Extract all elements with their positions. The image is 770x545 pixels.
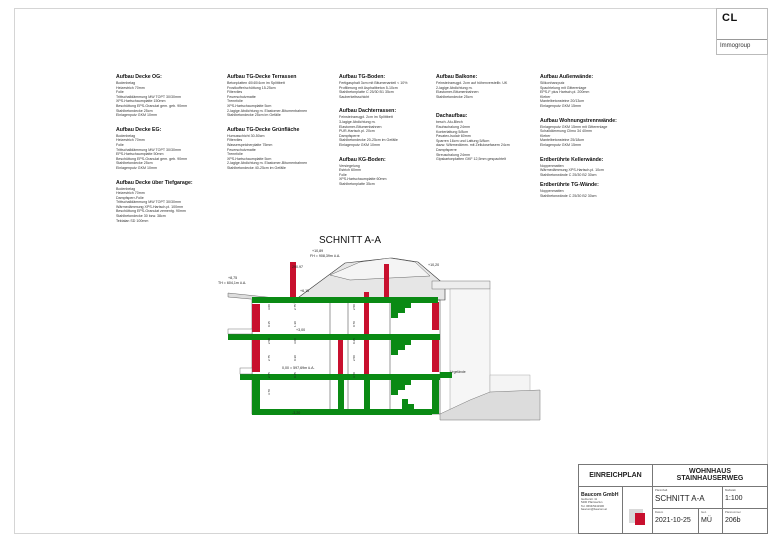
project-name-1: WOHNHAUS [689,468,731,475]
spec-line: Einlagenputz GKM 10mm [339,142,380,147]
spec-title: Erdberührte TG-Wände: [540,182,599,189]
spec-line: Stahlbetondecke 25cm [116,108,153,113]
spec-line: Feinsteinzeugpl. 2cm auf höhenverstellb. UK [436,81,508,85]
spec-line: Stahlbetondecke 40-25cm im Gefälle [227,165,286,170]
spec-line: 2-lagige Abdichtung m. Elastomer-Bitumenbahnen [227,161,308,166]
spec-line: Noppenmatten [540,189,564,194]
spec-line: Tektalan SD 100mm [116,218,149,223]
spec-line: Versiegelung [339,163,360,168]
level-eg: 0,00 = 597,69m ü.A. [282,366,315,370]
dimension-label: 2.75 [267,372,271,378]
level-og: +3,00 [296,328,306,332]
drawn-value: MÜ [701,517,712,524]
spec-line: 3-lagige Abdichtung m. [339,119,376,124]
wall-outlines [252,300,440,414]
spec-line: Trittschalldämmung MW TOPT 30/30mm [116,147,181,152]
spec-line: Frostkoffer/schüttung 15-25cm [227,85,276,90]
dimension-label: 3.70 [267,389,271,395]
spec-line: Wasserspeicherplatte 75mm [227,142,273,147]
dimension-label: 2.75 [267,355,271,361]
dimension-label: 1.30 [293,321,297,327]
level-eave-left-th: TH = 604,1m ü.A. [218,281,247,285]
eave-right [432,281,490,289]
scale-label: Maßstab [725,488,736,492]
dimension-label: 0.15 [267,321,271,327]
spec-line: Folie [339,172,347,177]
spec-line: Heizestrich 70mm [116,191,145,196]
spec-title: Aufbau KG-Boden: [339,156,386,163]
spec-line: Sparren 16cm und Lattung 5/8cm [436,138,490,143]
spec-line: 2-lagige Abdichtung m. Elastomer-Bitumenbahnen [227,108,308,113]
dimension-label: 3.00 [293,338,297,344]
spec-title: Aufbau Balkone: [436,74,478,80]
spec-line: Mantelbetonsteine 25/18cm [540,138,585,143]
stairs [391,303,420,414]
spec-title: Aufbau Außenwände: [540,74,594,80]
spec-line: XPS-Hartschaumplatte 60mm [339,177,387,182]
level-eave-top: +10,20 [428,263,440,267]
spec-title: Aufbau TG-Decke Terrassen [227,74,297,80]
logo-brand: CL [722,12,738,24]
date-value: 2021-10-25 [655,517,691,524]
plan-type: EINREICHPLAN [589,472,642,479]
level-ridge-fh: FH = 908,39m ü.A. [310,254,341,258]
spec-line: Gipskartonplatten GKF 12,5mm gespachtelt [436,157,506,162]
dimension-label: 2.75 [293,304,297,310]
scale-value: 1:100 [725,495,743,502]
spec-line: Konterlattung 5/8cm [436,129,469,134]
spec-line: Stahlbetonplatte 35cm [339,181,375,186]
level-upper: +6,15 [300,289,310,293]
spec-line: Filtervlies [227,90,243,95]
spec-line: Streuschalung 24mm [436,152,470,157]
drawing-title: SCHNITT A-A [318,235,382,246]
spec-line: Betonplatten 40/40/4cm im Splittbett [227,81,285,85]
spec-line: Bodenbelag [116,186,136,191]
spec-line: Schalldämmung Climo 34 40mm [540,129,592,134]
spec-title: Dachaufbau: [436,113,468,120]
spec-line: Stahlbetonplatte C 25/30 B1 35cm [339,90,394,95]
level-ridge-side: 290.97 [292,265,303,269]
spec-title: Aufbau TG-Decke Grünfläche [227,126,300,133]
spec-line: Stahlbetondecke 25cm im Gefälle [227,113,281,118]
spec-line: Einlagenputz GKM 15mm [540,103,581,108]
spec-line: Noppenmatten [540,163,564,168]
spec-line: Filtervlies [227,138,243,143]
spec-line: XPS-Hartschaumplatte 5cm [227,156,272,161]
dimension-label: 0.45 [293,372,297,378]
spec-line: Fertigasphalt 3cm mit Bitumenanteil < 10% [339,81,408,85]
spec-line: besch. Alu-Blech [436,120,463,125]
company-address-line: Tel. 0664/5241900 [581,503,605,508]
dimension-label: 2.50 [267,338,271,344]
spec-line: Sauberkeitsschicht [339,94,370,99]
spec-line: Beschüttung EPS-Granulat gem. geb. 90mm [116,103,188,108]
spec-line: Einlagenputz GKM 15mm mit Gitterenlage [540,124,608,129]
spec-title: Aufbau TG-Boden: [339,74,386,80]
spec-title: Aufbau Decke OG: [116,74,162,80]
plan-content-value: SCHNITT A-A [655,494,705,503]
level-eave-left: +8,75 [228,276,238,280]
spec-line: Trittschalldämmung MW TOPT 30/30mm [116,94,181,99]
ground-label: Urgelände [450,370,466,374]
company-address [581,498,620,511]
level-tg: -3,20 [292,411,301,415]
dimension-label: 3.70 [352,372,356,378]
spec-line: Estrich 60mm [339,168,361,173]
spec-line: Beschüttung EPS-Granulat zementg. 90mm [116,209,186,214]
spec-line: Folie [116,90,124,95]
company-address-line: 5400 Pfarrwerfen [581,500,603,505]
spec-line: Silikonharzputz [540,81,565,85]
spec-line: Kleber [540,133,551,138]
spec-line: XPS-Hartschaumplatte 150mm [116,99,166,104]
spec-line: Feuerschutzmatte [227,94,256,99]
company-address-line: Gerberstr. 11 [581,497,598,501]
spec-line: Dampfsperr-Folie [116,195,144,200]
spec-line: Einlagenputz GKM 10mm [116,165,157,170]
spec-line: Stahlbetonwände C 25/30 B2 30cm [540,193,597,198]
spec-line: Bodenbelag [116,81,136,85]
date-label: Datum [655,510,664,514]
spec-line: Stahlbetondecke 20-25cm im Gefälle [339,138,398,143]
drawn-label: Gez. [701,510,707,514]
title-block [578,464,768,534]
spec-line: Einlagenputz GKM 15mm [540,142,581,147]
spec-line: Stahlbetondecke 25cm [436,94,473,99]
company-name: Baucom GmbH [581,492,619,498]
spec-title: Erdberührte Kellerwände: [540,156,604,163]
dimension-label: 2.50 [352,304,356,310]
spec-line: Rauhschalung 24mm [436,124,470,129]
dimension-label: 0.25 [352,338,356,344]
spec-line: Heizestrich 70mm [116,138,145,143]
spec-line: Elastomer-Bitumenbahnen [339,124,382,129]
logo-name: Immogroup [720,43,751,49]
spec-line: Trittschalldämmung MW TOPT 30/30mm [116,200,181,205]
spec-line: Dampfsperre [436,147,457,152]
plan-number-label: Plannummer [725,510,741,514]
spec-line: Kleber [540,94,551,99]
spec-line: Folie [116,142,124,147]
spec-line: Beschüttung EPS-Granulat gem. geb. 90mm [116,156,188,161]
spec-line: Mantelbetonsteine 20/13cm [540,99,585,104]
plan-number-value: 206b [725,517,741,524]
company-address-line: baucom@baucom.at [581,506,607,511]
spec-line: Wärmedämmung XPS-Hartsch.pl. 10cm [540,168,604,173]
spec-line: Profilierung mit Asphaltbeton 5-10cm [339,85,398,90]
spec-line: EPS-F plus Hartsch.pl. 200mm [540,90,590,95]
spec-line: Humusschicht 30-50cm [227,133,265,138]
spec-title: Aufbau Decke über Tiefgarage: [116,179,193,186]
spec-line: Stahlbetondecke 30 bzw. 38cm [116,214,166,219]
spec-line: XPS-Hartschaumplatte 5cm [227,103,272,108]
spec-title: Aufbau Decke EG: [116,126,162,133]
spec-line: dazw. Wärmedämm. mit Zellulosefasern 24cm [436,143,510,148]
dimension-label: 0.30 [293,355,297,361]
company-logo-mark [623,487,653,533]
spec-line: Spachtelung mit Gitterenlage [540,85,587,90]
spec-title: Aufbau Dachterrassen: [339,108,397,115]
spec-line: Feuerschutzmatte [227,147,256,152]
spec-line: Heizestrich 70mm [116,85,145,90]
spec-line: 2-lagige Abdichtung m. [436,85,473,90]
spec-line: Trennfolie [227,99,243,104]
company-block [579,487,623,533]
spec-line: Stahlbetonwände C 25/30 B2 30cm [540,172,597,177]
spec-line: EPS-Hartschaumplatte 50mm [116,152,164,157]
spec-line: Einlagenputz GKM 10mm [116,113,157,118]
spec-line: Pavatex-Isolair 60mm [436,134,471,139]
spec-line: PUR-Hartsch.pl. 20cm [339,129,375,134]
spec-line: Bodenbelag [116,133,136,138]
spec-title: Aufbau Wohnungstrennwände: [540,117,617,124]
project-name-2: STAINHAUSERWEG [676,475,744,482]
spec-line: Stahlbetondecke 25cm [116,161,153,166]
dimension-label: 2.50 [352,355,356,361]
dimension-label: 3.00 [267,304,271,310]
spec-line: Wärmedämmung XPS-Hartsch.pl. 100mm [116,204,184,209]
spec-line: Elastomer-Bitumenbahnen [436,90,479,95]
spec-line: Feinsteinzeugpl. 2cm im Splittbett [339,115,393,120]
plan-content-label: Planinhalt [655,488,668,492]
spec-line: Dampfsperre [339,133,360,138]
spec-line: Trennfolie [227,152,243,157]
dimension-label: 0.70 [352,321,356,327]
level-ridge: +10,89 [312,249,324,253]
